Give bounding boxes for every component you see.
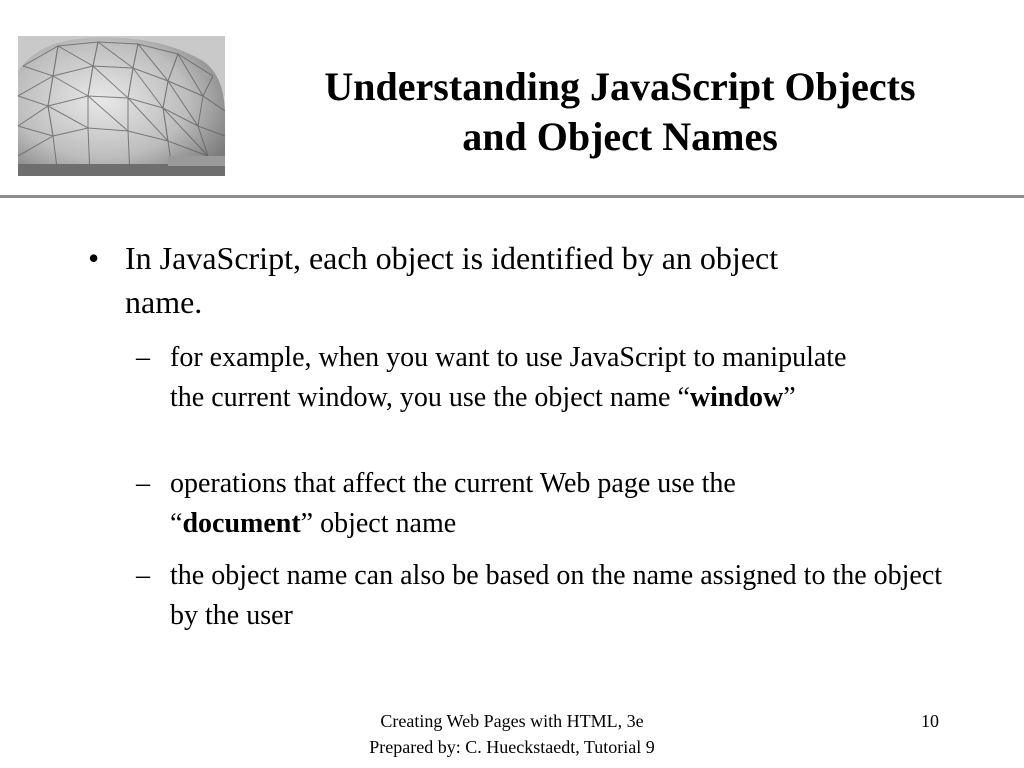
slide-title bbox=[230, 62, 1010, 162]
page-number: 10 bbox=[921, 711, 939, 731]
sub-item-text bbox=[170, 464, 870, 544]
slide-title-line-1: Understanding JavaScript Objects bbox=[324, 64, 916, 109]
sub-item-text-after: ” object name bbox=[300, 508, 457, 539]
sub-item-text bbox=[170, 338, 870, 418]
bullet-text: In JavaScript, each object is identified by an object name. bbox=[125, 240, 779, 320]
sub-item-text-before: operations that affect the current Web page use the “ bbox=[170, 468, 736, 539]
bullet-marker: • bbox=[88, 240, 100, 276]
footer-author: Prepared by: C. Hueckstaedt, Tutorial 9 bbox=[369, 737, 655, 757]
slide-title-line-2: and Object Names bbox=[462, 114, 778, 159]
keyword-window: window bbox=[689, 382, 784, 413]
title-divider bbox=[0, 195, 1024, 198]
footer-course-title: Creating Web Pages with HTML, 3e bbox=[380, 711, 644, 731]
sub-item-dash: – bbox=[136, 468, 150, 499]
slide-footer bbox=[300, 708, 724, 760]
keyword-document: document bbox=[182, 508, 301, 539]
sub-item-text-before: for example, when you want to use JavaScript to manipulate the current window, you use the object name “ bbox=[170, 342, 847, 413]
sub-item-dash: – bbox=[136, 342, 150, 373]
sub-item-dash: – bbox=[136, 560, 150, 591]
geodesic-dome-image bbox=[18, 36, 225, 176]
sub-item-text-after: ” bbox=[783, 382, 796, 413]
sub-item-text: the object name can also be based on the name assigned to the object by the user bbox=[170, 560, 943, 631]
